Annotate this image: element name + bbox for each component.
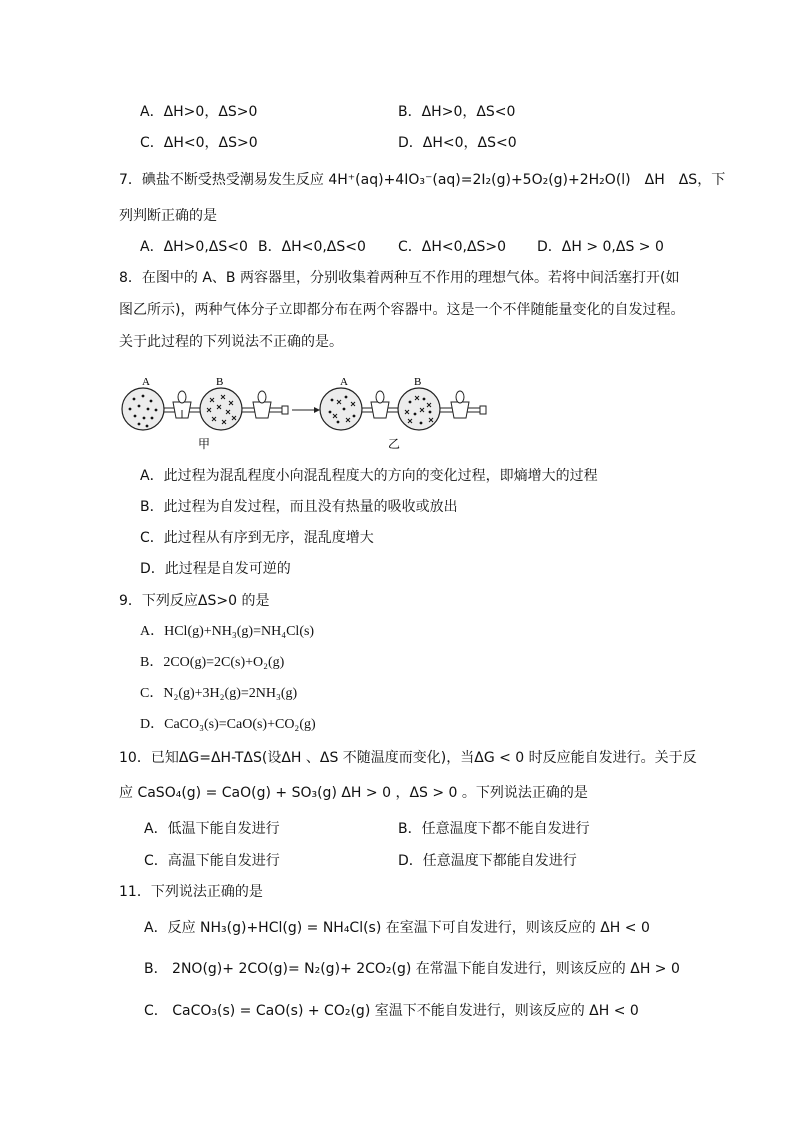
q6-option-d: D．ΔH<0，ΔS<0 [398, 135, 517, 151]
q10-option-c: C．高温下能自发进行 [144, 853, 280, 869]
q8-stem-line2: 图乙所示)，两种气体分子立即都分布在两个容器中。这是一个不伴随能量变化的自发过程。 [119, 302, 685, 318]
q7-option-a: A．ΔH>0,ΔS<0 [140, 239, 248, 255]
figure-yi [320, 388, 486, 430]
q8-stem-line3: 关于此过程的下列说法不正确的是。 [119, 334, 343, 350]
q6-option-b: B．ΔH>0，ΔS<0 [398, 104, 516, 120]
q7-option-c: C．ΔH<0,ΔS>0 [398, 239, 507, 255]
q10-option-a: A．低温下能自发进行 [144, 821, 280, 837]
q11-stem: 11．下列说法正确的是 [119, 884, 263, 900]
q9-stem: 9．下列反应ΔS>0 的是 [119, 593, 270, 609]
q8-option-c: C．此过程从有序到无序，混乱度增大 [140, 530, 374, 546]
q7-stem-line1: 7．碘盐不断受热受潮易发生反应 4H⁺(aq)+4IO₃⁻(aq)=2I₂(g)+5O₂(g)+2H₂O(l) ΔH ΔS，下 [119, 172, 726, 188]
q11-option-c: C． CaCO₃(s) = CaO(s) + CO₂(g) 室温下不能自发进行，则该反应的 ΔH < 0 [144, 1003, 639, 1019]
q9-option-b: B．2CO(g)=2C(s)+O₂(g) [140, 655, 285, 670]
q10-stem-line1: 10．已知ΔG=ΔH-TΔS(设ΔH 、ΔS 不随温度而变化)，当ΔG < 0 时反应能自发进行。关于反 [119, 750, 697, 766]
q6-option-c: C．ΔH<0，ΔS>0 [140, 135, 258, 151]
container-a [320, 388, 362, 430]
q9-option-d: D．CaCO₃(s)=CaO(s)+CO₂(g) [140, 717, 316, 732]
q9-option-c: C．N₂(g)+3H₂(g)=2NH₃(g) [140, 686, 298, 701]
container-a-label: A [142, 376, 150, 388]
q11-option-b: B． 2NO(g)+ 2CO(g)= N₂(g)+ 2CO₂(g) 在常温下能自发进行，则该反应的 ΔH > 0 [144, 961, 680, 977]
container-b [398, 388, 440, 430]
container-b-label: B [216, 376, 224, 388]
q7-option-d: D．ΔH > 0,ΔS > 0 [537, 239, 664, 255]
q8-stem-line1: 8．在图中的 A、B 两容器里，分别收集着两种互不作用的理想气体。若将中间活塞打开(如 [119, 270, 680, 286]
q7-stem-line2: 列判断正确的是 [119, 208, 217, 224]
figure-jia [122, 388, 288, 430]
q6-option-a: A．ΔH>0，ΔS>0 [140, 104, 258, 120]
q10-option-d: D．任意温度下都能自发进行 [398, 853, 577, 869]
gas-mixing-diagram [118, 372, 498, 452]
container-a-label-2: A [340, 376, 348, 388]
q11-option-a: A．反应 NH₃(g)+HCl(g) = NH₄Cl(s) 在室温下可自发进行，则该反应的 ΔH < 0 [144, 920, 650, 936]
q7-option-b: B．ΔH<0,ΔS<0 [258, 239, 366, 255]
q10-stem-line2: 应 CaSO₄(g) = CaO(g) + SO₃(g) ΔH > 0 ，ΔS > 0 。下列说法正确的是 [119, 785, 588, 801]
stopcock-valve [253, 391, 271, 418]
q8-option-d: D．此过程是自发可逆的 [140, 561, 291, 577]
caption-yi: 乙 [388, 437, 401, 451]
container-b-label-2: B [414, 376, 422, 388]
q8-option-b: B．此过程为自发过程，而且没有热量的吸收或放出 [140, 499, 458, 515]
q9-option-a: A．HCl(g)+NH₃(g)=NH₄Cl(s) [140, 624, 315, 639]
container-a [122, 388, 164, 430]
caption-jia: 甲 [198, 437, 211, 451]
stopcock-valve [173, 391, 191, 418]
q10-option-b: B．任意温度下都不能自发进行 [398, 821, 590, 837]
q8-option-a: A．此过程为混乱程度小向混乱程度大的方向的变化过程，即熵增大的过程 [140, 468, 598, 484]
